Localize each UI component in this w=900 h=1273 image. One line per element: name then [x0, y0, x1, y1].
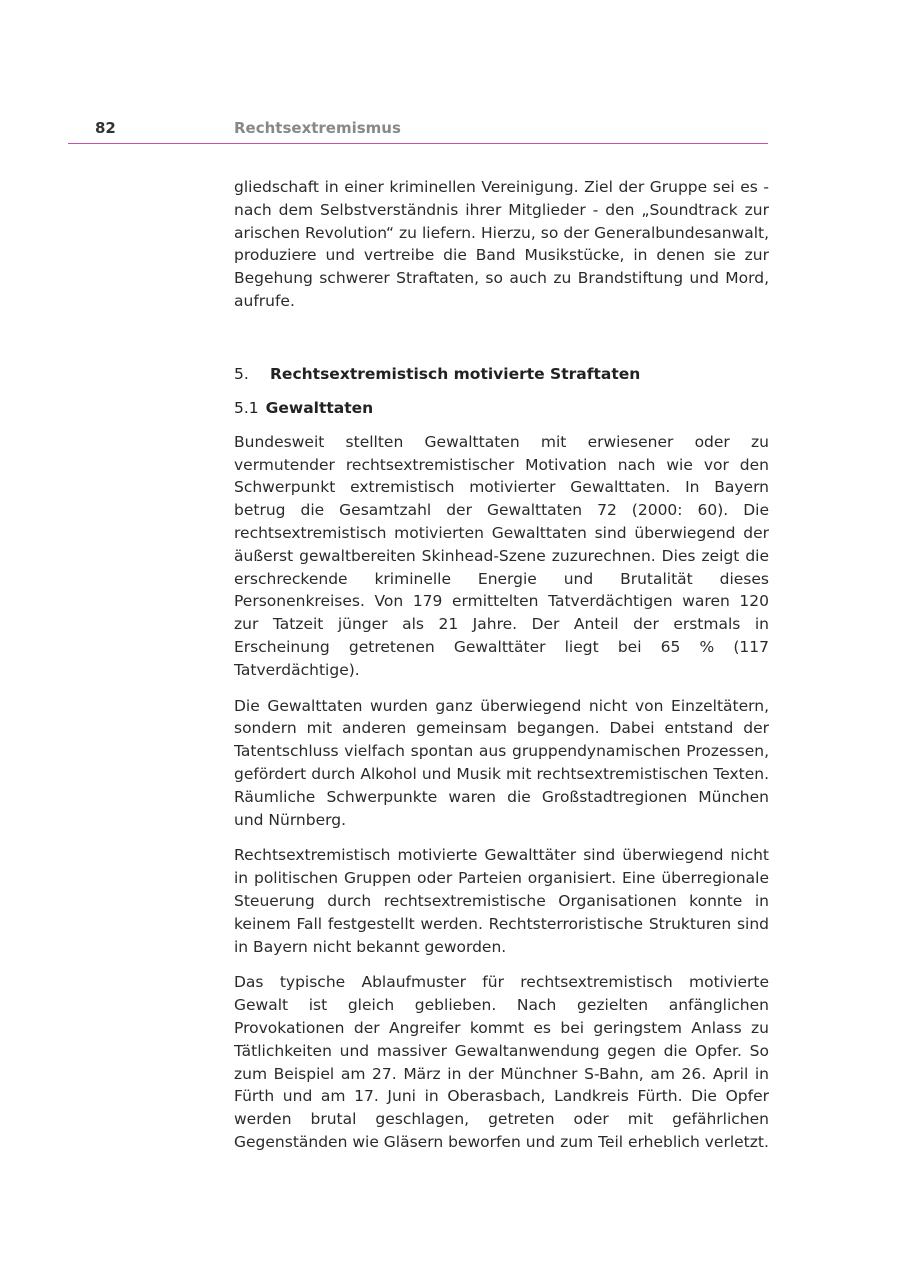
paragraph: Rechtsextremistisch motivierte Gewalttäter sind überwiegend nicht in politischen Gruppen oder Parteien organisiert. Eine überregionale Steuerung durch rechtsextremistische Organisationen konnte in keinem Fall festgestellt werden. Rechtsterroristische Strukturen sind in Bayern nicht bekannt geworden.: [234, 846, 769, 956]
section-number: 5.: [234, 364, 249, 383]
running-title: Rechtsextremismus: [234, 119, 401, 137]
intro-paragraph: gliedschaft in einer kriminellen Vereinigung. Ziel der Gruppe sei es - nach dem Selbstverständnis ihrer Mitglieder - den „Soundtrack zur arischen Revolution“ zu liefern. Hierzu, so der Generalbundesanwalt, produziere und vertreibe die Band Musikstücke, in denen sie zur Begehung schwerer Straftaten, so auch zu Brandstiftung und Mord, aufrufe.: [234, 178, 769, 310]
paragraph: Die Gewalttaten wurden ganz überwiegend nicht von Einzeltätern, sondern mit anderen gemeinsam begangen. Dabei entstand der Tatentschluss vielfach spontan aus gruppendynamischen Prozessen, gefördert durch Alkohol und Musik mit rechtsextremistischen Texten. Räumliche Schwerpunkte waren die Großstadtregionen München und Nürnberg.: [234, 696, 769, 829]
paragraph: Das typische Ablaufmuster für rechtsextremistisch motivierte Gewalt ist gleich geblieben. Nach gezielten anfänglichen Provokationen der Angreifer kommt es bei geringstem Anlass zu Tätlichkeiten und massiver Gewaltanwendung gegen die Opfer. So zum Beispiel am 27. März in der Münchner S-Bahn, am 26. April in Fürth und am 17. Juni in Oberasbach, Landkreis Fürth. Die Opfer werden brutal geschlagen, getreten oder mit gefährlichen Gegenständen wie Gläsern beworfen und zum Teil erheblich verletzt.: [234, 973, 769, 1151]
body-text: [234, 176, 769, 1154]
paragraph: Bundesweit stellten Gewalttaten mit erwiesener oder zu vermutender rechtsextremistischer Motivation nach wie vor den Schwerpunkt extremistisch motivierter Gewalttaten. In Bayern betrug die Gesamtzahl der Gewalttaten 72 (2000: 60). Die rechtsextremistisch motivierten Gewalttaten sind überwiegend der äußerst gewaltbereiten Skinhead-Szene zuzurechnen. Dies zeigt die erschreckende kriminelle Energie und Brutalität dieses Personenkreises. Von 179 ermittelten Tatverdächtigen waren 120 zur Tatzeit jünger als 21 Jahre. Der Anteil der erstmals in Erscheinung getretenen Gewalttäter liegt bei 65 % (117 Tatverdächtige).: [234, 432, 769, 679]
subsection-heading: [234, 397, 769, 419]
running-header: [68, 117, 768, 144]
subsection-title: Gewalttaten: [265, 398, 374, 417]
section-title: Rechtsextremistisch motivierte Straftaten: [270, 364, 641, 383]
subsection-number: 5.1: [234, 398, 259, 417]
page-number: 82: [95, 119, 116, 137]
section-heading: [234, 363, 769, 385]
